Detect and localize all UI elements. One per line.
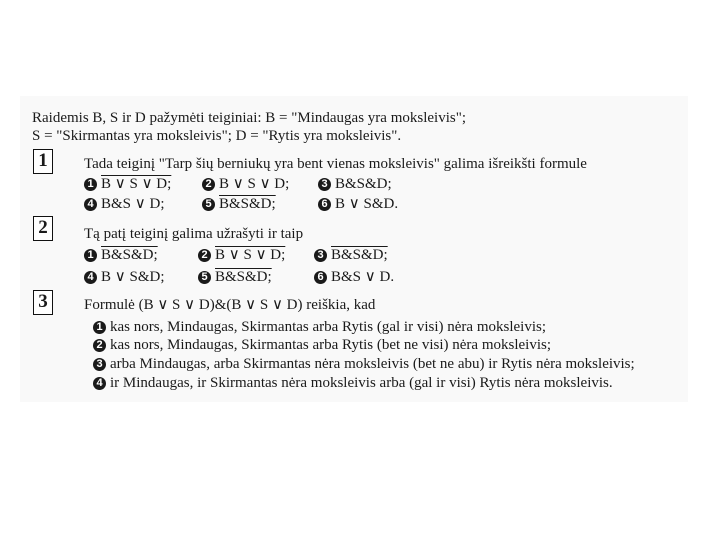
option[interactable] — [93, 374, 613, 392]
option[interactable] — [314, 246, 388, 264]
option-formula: B ∨ S&D. — [335, 196, 399, 212]
option-formula: B&S&D; — [219, 196, 276, 212]
option-text: kas nors, Mindaugas, Skirmantas arba Rytis (bet ne visi) nėra moksleivis; — [110, 337, 551, 353]
option-number-icon: 3 — [314, 249, 327, 262]
task-number-box: 2 — [33, 216, 53, 241]
intro-line-1: Raidemis B, S ir D pažymėti teiginiai: B = "Mindaugas yra moksleivis"; — [32, 110, 466, 126]
option-formula: B&S&D; — [331, 247, 388, 263]
option-number-icon: 5 — [202, 198, 215, 211]
task-number-box: 3 — [33, 290, 53, 315]
option-formula: B&S&D; — [215, 269, 272, 285]
option[interactable] — [93, 336, 551, 354]
option[interactable] — [93, 318, 546, 336]
option-formula: B ∨ S ∨ D; — [219, 176, 290, 192]
option[interactable] — [84, 195, 165, 213]
option-text: kas nors, Mindaugas, Skirmantas arba Rytis (gal ir visi) nėra moksleivis; — [110, 319, 546, 335]
option[interactable] — [84, 268, 165, 286]
option-number-icon: 3 — [93, 358, 106, 371]
option[interactable] — [84, 246, 158, 264]
option-number-icon: 2 — [202, 178, 215, 191]
option-number-icon: 1 — [84, 178, 97, 191]
option-formula: B&S ∨ D. — [331, 269, 395, 285]
option[interactable] — [314, 268, 394, 286]
option-number-icon: 6 — [314, 271, 327, 284]
option-number-icon: 4 — [84, 271, 97, 284]
option-number-icon: 3 — [318, 178, 331, 191]
option-formula: B ∨ S ∨ D; — [215, 247, 286, 263]
option[interactable] — [318, 175, 392, 193]
option[interactable] — [202, 175, 289, 193]
option-number-icon: 1 — [93, 321, 106, 334]
option-number-icon: 5 — [198, 271, 211, 284]
option-formula: B&S ∨ D; — [101, 196, 165, 212]
option-number-icon: 1 — [84, 249, 97, 262]
option-text: ir Mindaugas, ir Skirmantas nėra moksleivis arba (gal ir visi) Rytis nėra moksleivis. — [110, 375, 613, 391]
option[interactable] — [93, 355, 635, 373]
option-formula: B ∨ S ∨ D; — [101, 176, 172, 192]
option-formula: B&S&D; — [101, 247, 158, 263]
option-number-icon: 2 — [93, 339, 106, 352]
task-question: Tada teiginį "Tarp šių berniukų yra bent vienas moksleivis" galima išreikšti formule — [84, 156, 587, 172]
option-formula: B&S&D; — [335, 176, 392, 192]
option-number-icon: 4 — [93, 377, 106, 390]
option[interactable] — [198, 268, 272, 286]
option[interactable] — [202, 195, 276, 213]
option-number-icon: 2 — [198, 249, 211, 262]
task-question: Tą patį teiginį galima užrašyti ir taip — [84, 226, 304, 242]
task-question: Formulė (B ∨ S ∨ D)&(B ∨ S ∨ D) reiškia, kad — [84, 297, 376, 313]
task-number-box: 1 — [33, 149, 53, 174]
option[interactable] — [198, 246, 285, 264]
option-formula: B ∨ S&D; — [101, 269, 165, 285]
option[interactable] — [318, 195, 398, 213]
option-number-icon: 4 — [84, 198, 97, 211]
option-text: arba Mindaugas, arba Skirmantas nėra moksleivis (bet ne abu) ir Rytis nėra moksleivis; — [110, 356, 635, 372]
intro-line-2: S = "Skirmantas yra moksleivis"; D = "Rytis yra moksleivis". — [32, 128, 402, 144]
option[interactable] — [84, 175, 171, 193]
option-number-icon: 6 — [318, 198, 331, 211]
